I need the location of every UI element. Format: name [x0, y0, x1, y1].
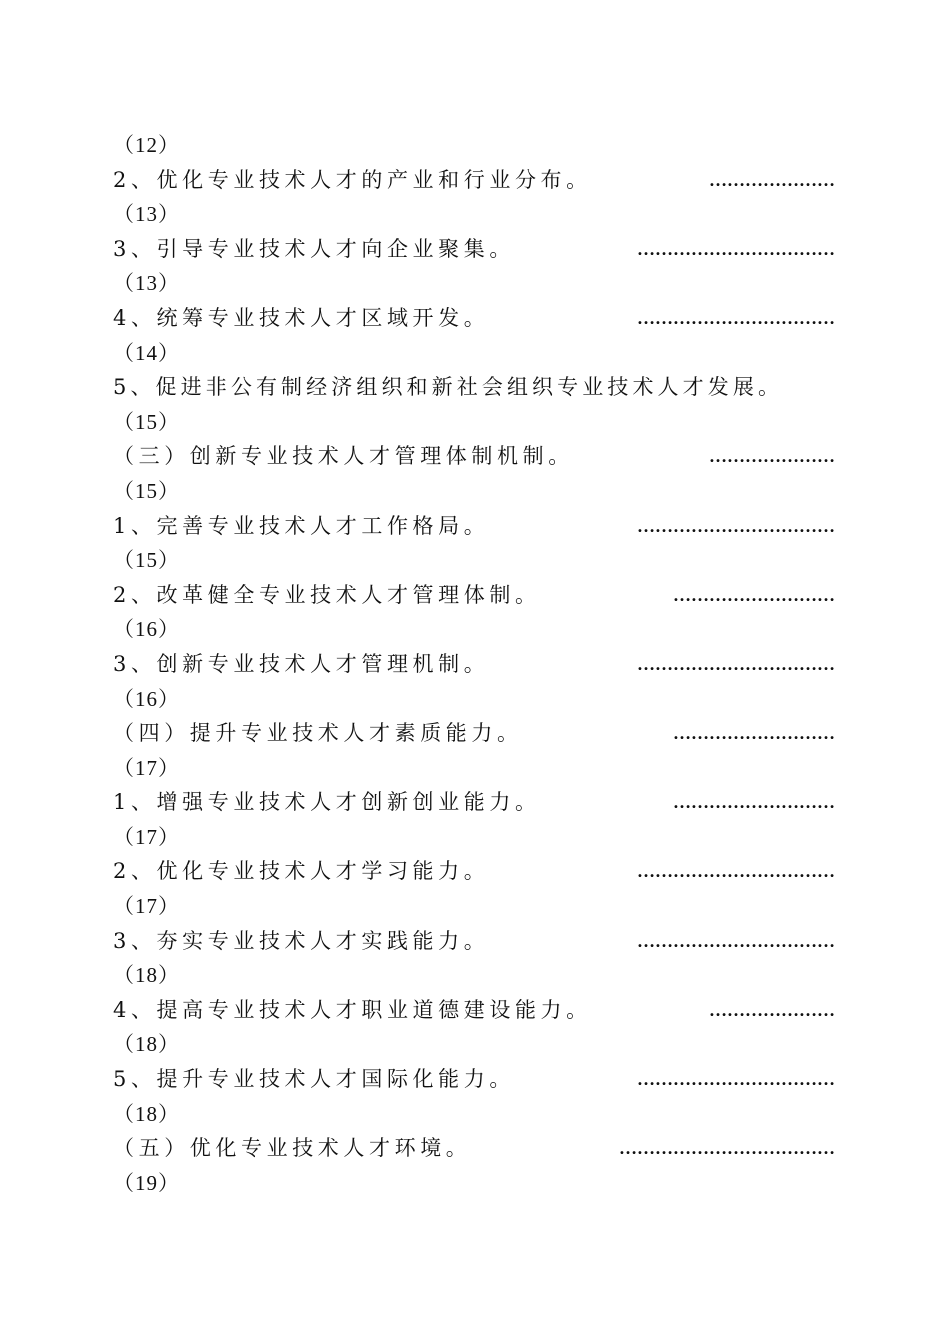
toc-entry-title: 2、优化专业技术人才学习能力。	[113, 859, 490, 884]
toc-dot-leader: ………………………	[673, 723, 835, 744]
toc-page-number: （18）	[113, 963, 180, 988]
toc-entry-title: （五）优化专业技术人才环境。	[113, 1136, 472, 1161]
toc-dot-leader: ……………………………	[637, 653, 835, 674]
toc-entry-title: 5、提升专业技术人才国际化能力。	[113, 1067, 515, 1092]
toc-page-number: （18）	[113, 1032, 180, 1057]
toc-page-number: （13）	[113, 271, 180, 296]
toc-page-number: （17）	[113, 894, 180, 919]
toc-page-line	[113, 751, 835, 786]
toc-entry	[113, 785, 835, 820]
toc-dot-leader: …………………	[709, 446, 835, 467]
toc-entry	[113, 370, 835, 405]
toc-entry	[113, 509, 835, 544]
toc-entry-title: 3、夯实专业技术人才实践能力。	[113, 928, 490, 953]
toc-entry	[113, 854, 835, 889]
toc-page-line	[113, 197, 835, 232]
toc-page-number: （13）	[113, 202, 180, 227]
toc-page-number: （14）	[113, 340, 180, 365]
toc-dot-leader: ………………………………	[619, 1138, 835, 1159]
toc-entry	[113, 993, 835, 1028]
toc-page-line	[113, 405, 835, 440]
toc-entry	[113, 578, 835, 613]
toc-page-number: （12）	[113, 133, 180, 157]
toc-dot-leader: ……………………………	[637, 307, 835, 328]
toc-page-number: （17）	[113, 755, 180, 780]
toc-dot-leader: ………………………	[673, 584, 835, 605]
toc-dot-leader: ……………………………	[637, 861, 835, 882]
toc-dot-leader: ……………………………	[637, 930, 835, 951]
toc-page-number: （16）	[113, 686, 180, 711]
toc-entry	[113, 1062, 835, 1097]
toc-page-line	[113, 474, 835, 509]
toc-entry-title: 1、增强专业技术人才创新创业能力。	[113, 790, 541, 815]
toc-entry	[113, 716, 835, 751]
toc-page-line	[113, 336, 835, 371]
toc-dot-leader: …………………	[709, 169, 835, 190]
toc-entry	[113, 647, 835, 682]
table-of-contents	[113, 128, 835, 1200]
toc-entry	[113, 924, 835, 959]
toc-leading-page-line	[113, 128, 835, 163]
toc-page-line	[113, 1166, 835, 1201]
toc-dot-leader: ……………………………	[637, 515, 835, 536]
toc-dot-leader: …………………	[709, 999, 835, 1020]
toc-entry	[113, 439, 835, 474]
toc-page-number: （18）	[113, 1101, 180, 1126]
toc-dot-leader: ……………………………	[637, 1069, 835, 1090]
toc-entry	[113, 301, 835, 336]
toc-entry	[113, 163, 835, 198]
toc-page-line	[113, 1097, 835, 1132]
toc-page-line	[113, 1027, 835, 1062]
toc-entry-title: 4、统筹专业技术人才区域开发。	[113, 305, 490, 330]
toc-page-line	[113, 958, 835, 993]
toc-entry-title: 3、创新专业技术人才管理机制。	[113, 651, 490, 676]
toc-entry-title: 1、完善专业技术人才工作格局。	[113, 513, 490, 538]
toc-page-line	[113, 889, 835, 924]
toc-entry-title: 2、改革健全专业技术人才管理体制。	[113, 582, 541, 607]
toc-page-line	[113, 820, 835, 855]
toc-entry-title: 4、提高专业技术人才职业道德建设能力。	[113, 997, 592, 1022]
toc-page-line	[113, 682, 835, 717]
toc-entry-title: （三）创新专业技术人才管理体制机制。	[113, 444, 574, 469]
toc-page-line	[113, 612, 835, 647]
toc-dot-leader: ………………………	[673, 792, 835, 813]
toc-entry-title: 2、优化专业技术人才的产业和行业分布。	[113, 167, 592, 192]
toc-entry-title: 5、促进非公有制经济组织和新社会组织专业技术人才发展。	[113, 375, 784, 400]
toc-page-number: （19）	[113, 1170, 180, 1195]
toc-page-number: （15）	[113, 548, 180, 573]
toc-page-number: （17）	[113, 824, 180, 849]
toc-entry	[113, 1131, 835, 1166]
toc-page-number: （16）	[113, 617, 180, 642]
toc-page-line	[113, 543, 835, 578]
toc-entry-title: （四）提升专业技术人才素质能力。	[113, 721, 523, 746]
toc-page-line	[113, 266, 835, 301]
toc-page-number: （15）	[113, 409, 180, 434]
toc-dot-leader: ……………………………	[637, 238, 835, 259]
toc-entry-title: 3、引导专业技术人才向企业聚集。	[113, 236, 515, 261]
toc-entry	[113, 232, 835, 267]
toc-page-number: （15）	[113, 478, 180, 503]
